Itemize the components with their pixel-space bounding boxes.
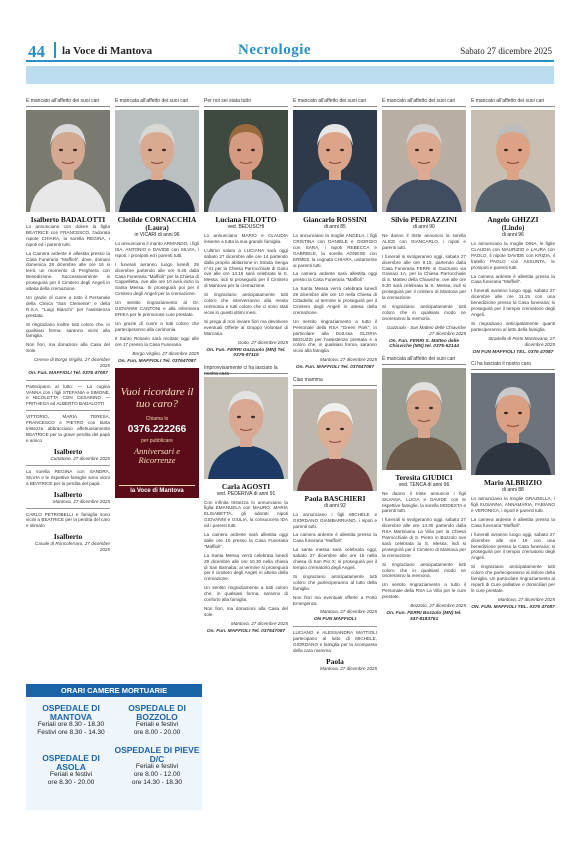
- obituary-paragraph: Ne danno il triste annuncio la sorella ALICE con GIANCARLO, i nipoti e parenti tutti.: [382, 233, 466, 250]
- hours-line: ore 8.30 - 20.00: [47, 779, 95, 786]
- caption: È mancata all'affetto dei suoi cari: [115, 98, 199, 107]
- obituary-paragraph: Lo annunciano i figli MICHELE e GIORDANO GIAMBARRIANO, i nipoti e parenti tutti.: [293, 511, 377, 529]
- deceased-age: ved. TENCA di anni 96: [398, 481, 450, 488]
- obituary-paragraph: Non fiori, ma donazioni alla Casa del Sole.: [26, 342, 110, 354]
- deceased-age: di anni 88: [502, 487, 524, 494]
- obituary-paragraph: Lo annunciano il marito ARMANDO, i figli ISA, ANTONIO e DAVIDE con SILVIA, i nipoti, i pronipoti ed i parenti tutti.: [115, 241, 199, 258]
- page-header: [26, 40, 554, 62]
- obituary-paragraph: Si ringraziano inoltre tutti coloro che, in qualsiasi forma, saranno vicini alla famiglia.: [26, 321, 110, 339]
- portrait-photo-icon: [471, 110, 555, 212]
- condolence-name: Isalberto: [53, 489, 83, 499]
- condolence-place-date: Casale di Roncoferraro, 27 dicembre 2025: [34, 541, 110, 553]
- obituary-column-4: [293, 98, 377, 810]
- hours-line: ore 8.00 - 20.00: [133, 729, 181, 736]
- obituary-paragraph: La camera ardente è allestita presso la Casa funeraria "Maffioli".: [471, 273, 555, 285]
- obituary-paragraph: Ne danno il triste annuncio i figli SILVANA, LUCIA e DAVIDE con le rispettive famiglie, la sorella MODESTA e parenti tutti.: [382, 490, 466, 514]
- portrait-photo-icon: [204, 377, 288, 479]
- deceased-name: Clotilde CORNACCHIA: [117, 215, 197, 224]
- second-obituary: [382, 356, 466, 622]
- portrait-photo-icon: [115, 110, 199, 212]
- mortuary-hours-block: [28, 704, 114, 737]
- portrait-photo-icon: [26, 110, 110, 212]
- portrait-photo-icon: [204, 110, 288, 212]
- newspaper-name: la Voce di Mantova: [62, 45, 153, 57]
- deceased-name: Carla AGOSTI: [221, 481, 271, 491]
- hours-line: Feriali e festivi: [49, 771, 93, 778]
- condolence-place-date: Mantova, 27 dicembre 2025: [53, 498, 110, 504]
- funeral-home: ON. FUN. MAFFIOLI TEL. 0376 47087: [471, 604, 555, 610]
- caption: Per noi sei stata tutto: [204, 98, 288, 107]
- mortuary-hours-box: [26, 684, 202, 810]
- funeral-home: ON FUN MAFFIOLI TEL. 0376 47087: [472, 349, 554, 355]
- obituary-paragraph: Si prega di non inviare fiori ma devolvere eventuali Offerte al Gruppo Volontari di Marcaria.: [204, 318, 288, 336]
- deceased-age: di anni 85: [324, 224, 346, 230]
- condolence-text: VITTORIO, MARIA TERESA, FRANCESCO e PIETRO con tanta tristezza abbracciano affettuosamente BEATRICE per la grave perdita del papà e amico: [26, 414, 110, 443]
- place-date: Bozzolo, 27 dicembre 2025: [410, 603, 466, 609]
- deceased-name: Angelo GHIZZI: [487, 215, 539, 224]
- funeral-home: On. Fun. MAFFIOLI Tel. 037647087: [206, 628, 286, 634]
- obituary-paragraph: I funerali avranno luogo oggi, sabato 27 dicembre alle ore 11.15 con una benedizione presso la Casa funeraria; si proseguirà per il tempio crematorio degli Angeli.: [471, 288, 555, 317]
- caption: È mancato all'affetto dei suoi cari: [471, 98, 555, 107]
- obituary-paragraph: La Camera ardente è allestita presso la Casa Funeraria "Maffioli", dove, domani domenica 28 dicembre alle ore 16 si terrà un momento di Preghiera con Benedizione. Successivamente si proseguirà per il Cimitero degli Angeli in attesa della cremazione.: [26, 250, 110, 292]
- obituary-paragraph: Non fiori, ma donazioni alla Casa del sole.: [204, 606, 288, 617]
- advert-quote: Vuoi ricordare il tuo caro?: [120, 386, 194, 410]
- hours-line: ore 14.30 - 18.30: [131, 779, 183, 786]
- obituary-paragraph: Un grazie di cuore a tutti coloro che parteciperanno alla cerimonia.: [115, 320, 199, 332]
- obituary-paragraph: L'ultimo saluto a LUCIANA sarà oggi sabato 27 dicembre alle ore 14 partendo dalla propria abitazione in Strada Senga n°41 per la Chiesa Parrocchiale di Goito ove alle ore 14.15 sarà celebrata la S. Messa, indi si proseguirà per il Cimitero di Mantova per la cremazione.: [204, 247, 288, 289]
- place-date: Mantova, 27 dicembre 2025: [231, 620, 288, 626]
- funeral-home: On. Fun. MAFFIOLI Tel. 037647087: [295, 365, 375, 371]
- funeral-home: On. Fun. FERRI S. Matteo delle Chiaviche (MN) tel. 0375-52144: [388, 338, 460, 350]
- obituary-paragraph: La santa messa sarà celebrata oggi, sabato 27 dicembre alle ore 15 nella chiesa di San Pio X; si proseguirà per il tempio crematorio degli Angeli.: [293, 547, 377, 570]
- obituary-paragraph: Si ringraziano anticipatamente quanti parteciperanno al lutto della famiglia.: [471, 320, 555, 332]
- obituary-column-5: [382, 98, 466, 810]
- advert-call: Chiama lo: [145, 416, 169, 422]
- deceased-age: ved. BEDUSCHI: [227, 224, 265, 230]
- portrait-photo: [115, 110, 199, 212]
- hours-line: Feriali ore 8.30 - 18.30: [37, 721, 105, 728]
- obituary-paragraph: La camera ardente è allestita presso la Casa funeraria "Maffioli".: [471, 516, 555, 528]
- separator: [26, 410, 110, 411]
- hospital-name: OSPEDALE DI BOZZOLO: [128, 703, 186, 722]
- caption: Ciao mamma: [293, 377, 377, 386]
- caption: È mancata all'affetto dei suoi cari: [382, 356, 466, 365]
- portrait-photo-icon: [293, 389, 377, 491]
- portrait-photo: [293, 110, 377, 212]
- condolence-text: LUCIANO e ALESSANDRA MATTIOLI partecipano al lutto di MICHELE, GIORDANO e famiglia per la scomparsa della cara mamma: [293, 629, 377, 653]
- condolence-place-date: Mantova, 27 dicembre 2025: [320, 665, 377, 671]
- obituary-paragraph: I funerali avranno luogo oggi, sabato 27 dicembre alle ore 16 con una benedizione presso la Casa funeraria; si proseguirà per il tempio crematorio degli Angeli.: [471, 531, 555, 561]
- condolence-name: Isalberto: [53, 532, 83, 542]
- obituary-paragraph: Si ringraziano anticipatamente tutti coloro che interverranno alla mesta cerimonia e tutti coloro che ci sono stati vicini in questi ultimi mesi.: [204, 292, 288, 315]
- obituary-paragraph: La Santa Messa verrà celebrata lunedì 29 dicembre alle ore 10 nella Chiesa di Cittadella; al termine si proseguirà per il Cimitero degli Angeli in attesa della cremazione.: [293, 286, 377, 315]
- place-date: Mantova, 27 dicembre 2025: [320, 609, 377, 615]
- portrait-photo: [26, 110, 110, 212]
- place-date: Cerese di Borgo Virgilio, 27 dicembre 2025: [33, 357, 110, 369]
- deceased-name: Mario ALBRIZIO: [483, 478, 543, 488]
- obituary-paragraph: Un grazie di cuore a tutto il Personale della Clinica "San Clemente" e della R.S.A. "Luigi Bianchi" per l'assistenza prestata.: [26, 294, 110, 318]
- obituary-paragraph: Un sentito ringraziamento a tutti coloro che, in qualsiasi forma, saranno di conforto alla famiglia.: [204, 585, 288, 603]
- place-date: Gazzuolo - San Matteo delle Chiaviche 27 dicembre 2025: [386, 324, 466, 336]
- funeral-home: On. Fun. FERRI Gazzuolo (MN) Tel. 0376-97115: [206, 347, 286, 358]
- obituary-paragraph: Lo annunciano MARIO e CLAUDIA insieme a tutta la sua grande famiglia.: [204, 233, 288, 244]
- page-number: 44: [28, 42, 45, 61]
- portrait-photo: [204, 377, 288, 479]
- obituary-paragraph: Non fiori ma eventuali offerte a Porto Emergenza.: [293, 594, 377, 606]
- separator: [26, 380, 110, 381]
- portrait-photo-icon: [382, 368, 466, 470]
- mortuary-hours-block: [28, 754, 114, 787]
- funeral-home: ON FUN MAFFIOLI: [313, 617, 357, 623]
- obituary-paragraph: La camera ardente sarà allestita oggi presso la Casa Funeraria "Maffioli".: [293, 271, 377, 283]
- hours-line: Festivi ore 8.30 - 14.30: [37, 729, 105, 736]
- funeral-home: On. Fun. FERRI Bozzolo (MN) tel. 347-8183761: [386, 611, 462, 622]
- caption: È mancato all'affetto dei suoi cari: [293, 98, 377, 107]
- condolence-text: CARLO PETROBELLI e famiglia sono vicini a BEATRICE per la perdita del caro e stimato: [26, 511, 110, 529]
- obituary-paragraph: Un sentito ringraziamento a tutto il Personale della RSA La Villa per le cure prestate.: [382, 582, 466, 600]
- funeral-home: On. Fun. MAFFIOLI Tel. 037647087: [117, 358, 197, 364]
- obituary-paragraph: Lo annunciano con dolore la figlia BEATRICE con FRANCESCO, l'adorata nipote CHIARA, la sorella REGINA, i nipoti ed i parenti tutti.: [26, 224, 110, 247]
- obituary-column-6: [471, 98, 555, 810]
- deceased-name: Paola BASCHIERI: [304, 493, 366, 503]
- obituary-paragraph: Il Santo Rosario sarà recitato oggi alle ore 17 presso la Casa Funeraria.: [115, 335, 199, 347]
- deceased-age: di anni 90: [413, 224, 435, 230]
- deceased-age: ved. PEDERIVA di anni 91: [216, 490, 276, 497]
- obituary-column-3: [204, 98, 288, 810]
- obituary-paragraph: La camera ardente è allestita presso la Casa funeraria "Maffioli".: [293, 532, 377, 544]
- advert-anniversaries: Anniversari e Ricorrenze: [133, 446, 181, 465]
- obituary-paragraph: I funerali si svolgeranno oggi, sabato 27 dicembre alle ore 9.15, partendo dalla Casa Funeraria FERRI in Gazzuolo via Granaci 1A, per la Chiesa Parrocchiale di S. Matteo della Chiaviche, ove alle ore 9.30 sarà celebrata la S. Messa, indi si proseguirà per il cimitero di Mantova per la cremazione.: [382, 253, 466, 301]
- place-date: Goito, 27 dicembre 2025: [237, 339, 288, 345]
- obituary-paragraph: La camera ardente sarà allestita oggi dalle ore 10 presso la Casa Funeraria "Maffioli".: [204, 532, 288, 549]
- portrait-photo: [293, 389, 377, 491]
- obituary-paragraph: Si ringraziano anticipatamente tutti coloro che parteciperanno al dolore della famiglia. Un particolare ringraziamento ai reparti di Cure palliative e domiciliari per le cure prestate.: [471, 564, 555, 593]
- obituary-paragraph: Un sentito ringraziamento al Dr. GIOVANNI CANTONI e alla Infermiera ERIKA per le premurose cure prestate.: [115, 300, 199, 317]
- deceased-age: di anni 96: [502, 232, 524, 238]
- deceased-name: Teresita GIUDICI: [395, 472, 453, 482]
- obituary-paragraph: Si ringraziano anticipatamente tutti coloro che in qualsiasi modo ne onoreranno la memoria.: [382, 303, 466, 321]
- advert-paper: la Voce di Mantova: [119, 485, 195, 494]
- obituary-paragraph: Si ringraziano anticipatamente tutti coloro che in qualsiasi modo ne onoreranno la memoria.: [382, 561, 466, 579]
- condolence-name: Paola: [326, 656, 344, 666]
- memorial-advert: [115, 368, 199, 498]
- header-divider: [54, 42, 56, 58]
- deceased-name: Giancarlo ROSSINI: [303, 215, 367, 224]
- hours-line: Feriali e festivi: [135, 721, 179, 728]
- obituary-paragraph: I funerali avranno luogo lunedì 29 dicembre partendo alle ore 9.45 dalla Casa Funeraria "Maffioli" per la Chiesa di Cappelletta, ove alle ore 10 avrà inizio la Santa Messa. Si proseguirà poi per il Cimitero degli Angeli per la cremazione.: [115, 261, 199, 297]
- portrait-photo-icon: [293, 110, 377, 212]
- portrait-photo-icon: [471, 373, 555, 475]
- hospital-name: OSPEDALE DI PIEVE D/C: [114, 745, 200, 764]
- portrait-photo-icon: [382, 110, 466, 212]
- second-obituary: [293, 377, 377, 672]
- funeral-home: On. Fun. MAFFIOLI Tel. 0376 47087: [28, 371, 108, 377]
- portrait-photo: [471, 110, 555, 212]
- portrait-photo: [471, 373, 555, 475]
- condolence-text: La sorella REGINA con SANDRA, SILVIA e le rispettive famiglie sono vicini a BEATRICE per la perdita del papà: [26, 468, 110, 486]
- caption: È mancato all'affetto dei suoi cari: [26, 98, 110, 107]
- caption: Ci ha lasciato il nostro caro: [471, 361, 555, 370]
- obituary-paragraph: Lo annunciano la moglie GRAZIELLA, i figli SUSANNA, ANNAMARIA, FABIANO e VERONICA, i nipoti e parenti tutti.: [471, 496, 555, 513]
- advert-phone: 0376.222266: [127, 424, 187, 435]
- place-date: Mantova, 27 dicembre 2025: [320, 357, 377, 363]
- condolence-name: Isalberto: [53, 446, 83, 456]
- separator: [26, 508, 110, 509]
- obituary-paragraph: Lo annunciano la moglie ANGELA, i figli CRISTINA con DANIELE e GIORGIO con SARA, i nipoti REBECCA e GABRIELE, la sorella AGNESE con ERMES, la cognata CHIARA, unitamente ai parenti tutti.: [293, 233, 377, 268]
- hours-line: Feriali e festivi: [135, 763, 179, 770]
- caption: Improvvisamente ci ha lasciato la nostra cara: [204, 365, 288, 374]
- second-obituary: [204, 365, 288, 635]
- deceased-age: di anni 92: [324, 502, 346, 509]
- issue-date: Sabato 27 dicembre 2025: [460, 46, 552, 56]
- deceased-name: Luciana FILOTTO: [215, 215, 277, 224]
- place-date: Borgo Virgilio, 27 dicembre 2025: [132, 350, 199, 356]
- hours-line: ore 8.00 - 12.00: [133, 771, 181, 778]
- obituary-paragraph: La Santa Messa verrà celebrata lunedì 29 dicembre alle ore 10.30 nella chiesa di San Barnaba; al termine si proseguirà per il cimitero degli Angeli in attesa della cremazione.: [204, 552, 288, 582]
- obituary-paragraph: Un sentito ringraziamento a tutto il Personale della RSA "Green Park", in particolare alla Dott.ssa GLORIA BEDUZZI per l'assistenza prestata e a coloro che, in qualsiasi forma, saranno vicini alla famiglia.: [293, 318, 377, 354]
- portrait-photo: [382, 110, 466, 212]
- caption: È mancato all'affetto dei suoi cari: [382, 98, 466, 107]
- place-date: Stradella di Porto Mantovano, 27 dicembre 2025: [488, 335, 555, 347]
- obituary-column-1: [26, 98, 110, 678]
- hospital-name: OSPEDALE DI ASOLA: [42, 753, 100, 772]
- obituary-paragraph: Si ringraziano anticipatamente tutti coloro che parteciperanno al lutto della famiglia.: [293, 573, 377, 591]
- deceased-alias: (Laura): [145, 224, 169, 232]
- deceased-alias: (Lindo): [501, 224, 525, 232]
- condolence-place-date: Curtatone, 27 dicembre 2025: [50, 455, 110, 461]
- deceased-name: Silvio PEDRAZZINI: [391, 215, 457, 224]
- mortuary-hours-block: [114, 704, 200, 737]
- separator: [293, 626, 377, 627]
- condolence-text: Partecipano al lutto: — La cugina VANNA con i figli STEFANIA e SIMONE, e NICOLETTA CON CESARINO — FRITHEGA ed ALBERTO BADALOTTI: [26, 383, 110, 407]
- portrait-photo: [382, 368, 466, 470]
- advert-publish: per pubblicare: [141, 438, 173, 444]
- second-obituary: [471, 361, 555, 610]
- deceased-age: in VICARI di anni 96: [134, 232, 180, 238]
- deceased-name: Isalberto BADALOTTI: [30, 215, 106, 224]
- mortuary-hours-title: ORARI CAMERE MORTUARIE: [26, 684, 202, 697]
- obituary-paragraph: I funerali si svolgeranno oggi, sabato 27 dicembre alle ore 14.30 partendo dalla RSA Martiniana La Villa per la Chiesa Parrocchiale di S. Pietro in Bozzolo ove sarà celebrata la S. Messa; indi si proseguirà per il Cimitero di Mantova per la cremazione.: [382, 517, 466, 558]
- header-band: [26, 66, 554, 84]
- hospital-name: OSPEDALE DI MANTOVA: [42, 703, 100, 722]
- section-title: Necrologie: [238, 42, 312, 58]
- obituary-paragraph: Con infinita tristezza lo annunciano la figlia EMANUELA con MAURO, MARIA ELISABETTA, gli adorati nipoti GIOVANNI e GIULIA, la consuocera IDA ed i parenti tutti.: [204, 499, 288, 529]
- obituary-column-2: [115, 98, 199, 678]
- obituary-paragraph: Lo annunciano la moglie DINA, le figlie CLAUDIA con MAURIZIO e LAURA con PAOLO, il nipote DAVIDE con KRIZIA, il fratello PAOLO con ASSUNTA, le pronipoti e parenti tutti.: [471, 241, 555, 270]
- mortuary-hours-block: [114, 746, 200, 787]
- portrait-photo: [204, 110, 288, 212]
- separator: [26, 465, 110, 466]
- place-date: Mantova, 27 dicembre 2025: [498, 596, 555, 602]
